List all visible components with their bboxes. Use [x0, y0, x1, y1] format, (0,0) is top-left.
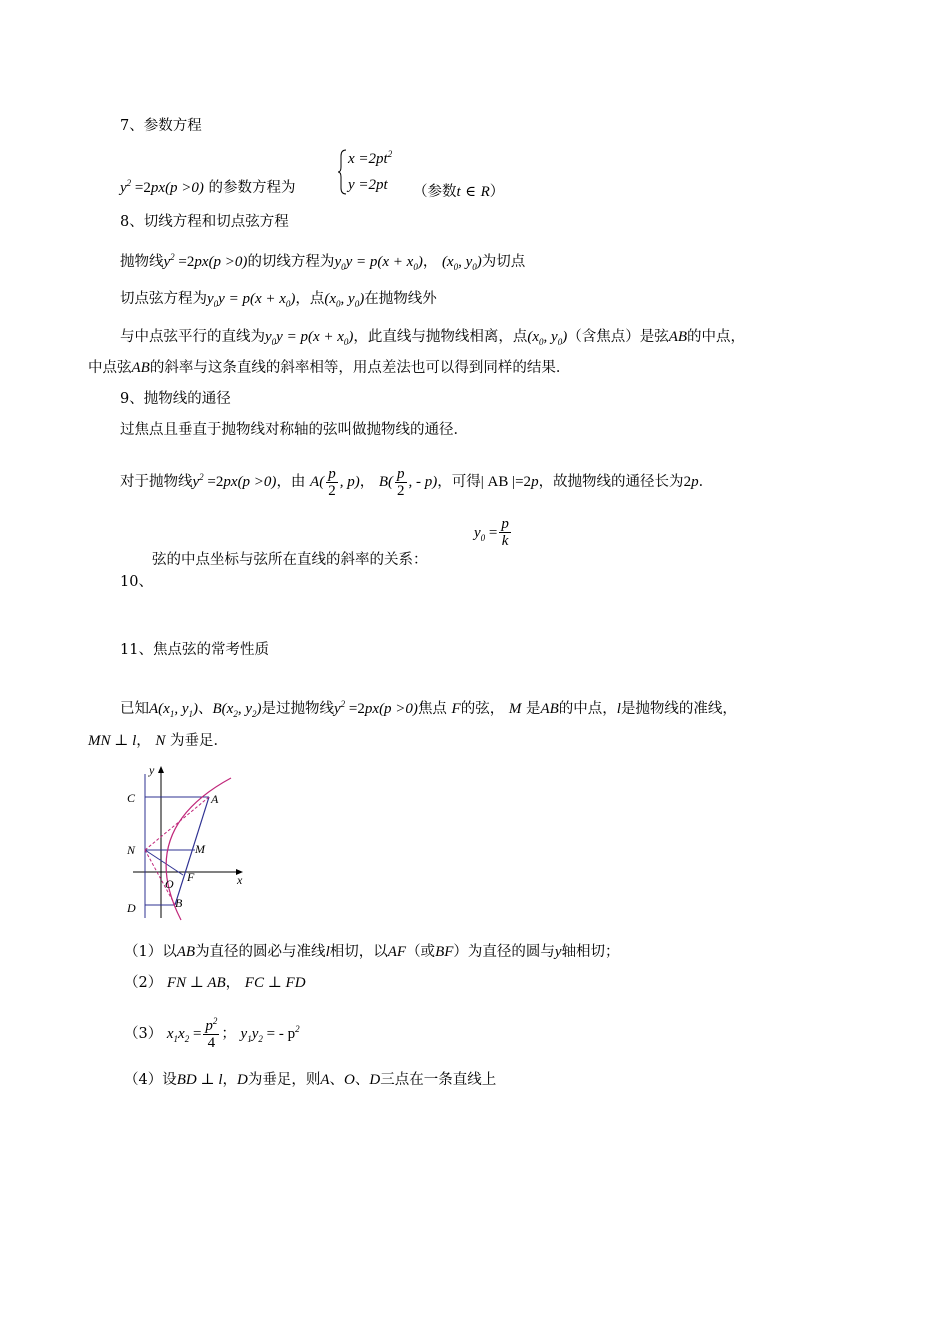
param-x: $x =2pt^2$ — [348, 149, 393, 167]
param-note: （参数t ∈ R） — [413, 184, 505, 200]
figure-label-m: M — [195, 842, 205, 856]
figure-label-f: F — [187, 870, 195, 884]
point-B: B( $\frac{p}{2}$ , - p) — [378, 466, 438, 500]
left-brace-icon — [338, 148, 348, 196]
section-10-title: 10、 — [120, 574, 153, 590]
tangent-line-text: 抛物线$y^2 =2px(p >0)$的切线方程为$y_0y = p(x + x_0)$， ($x_0$, $y_0$)为切点 — [120, 252, 526, 272]
figure-label-a: A — [211, 792, 219, 806]
property-1: （1）以AB为直径的圆必与准线l相切，以AF（或BF）为直径的圆与y轴相切； — [124, 944, 620, 960]
latus-derivation: 对于抛物线$y^2 =2px(p >0)$，由 A( $\frac{p}{2}$ , p)， B( $\frac{p}{2}$ , - p)，可得| AB |=2p，故抛物线的通径长为2p． — [120, 466, 714, 500]
point-A: A( $\frac{p}{2}$ , p) — [310, 466, 360, 500]
section-9-title: 9、抛物线的通径 — [120, 391, 231, 407]
section-7-title: 7、参数方程 — [120, 118, 202, 134]
section-7-line: $y^2 =2px(p >0)$ 的参数方程为 — [120, 178, 296, 196]
y0-formula: $y_0$ = $\frac{p}{k}$ — [474, 516, 509, 549]
figure-label-d: D — [127, 901, 136, 915]
property-4: （4）设BD ⊥ l，D为垂足，则A、O、D三点在一条直线上 — [124, 1072, 497, 1088]
midpoint-chord-text-2: 中点弦AB的斜率与这条直线的斜率相等，用点差法也可以得到同样的结果． — [88, 360, 571, 376]
midpoint-chord-text-1: 与中点弦平行的直线为$y_0y = p(x + x_0)$，此直线与抛物线相离，点($x_0$, $y_0$)（含焦点）是弦AB的中点， — [120, 329, 746, 347]
latus-def: 过焦点且垂直于抛物线对称轴的弦叫做抛物线的通径． — [120, 422, 468, 438]
property-2: （2） FN ⊥ AB， FC ⊥ FD — [124, 975, 306, 991]
param-y: y =2pt — [348, 177, 388, 193]
chord-of-contact-text: 切点弦方程为$y_0y = p(x + x_0)$，点($x_0$, $y_0$)在抛物线外 — [120, 291, 437, 309]
figure-label-n: N — [127, 843, 136, 857]
figure-label-o: O — [165, 877, 174, 891]
figure-label-c: C — [127, 791, 136, 805]
midpoint-slope-relation: 弦的中点坐标与弦所在直线的斜率的关系： — [152, 552, 428, 568]
figure-label-x: x — [237, 873, 243, 887]
parabola-eq: $y^2 =2px(p >0)$ — [120, 178, 204, 196]
section-8-title: 8、切线方程和切点弦方程 — [120, 214, 289, 230]
focal-chord-intro-1: 已知$A(x_1$, $y_1$)、$B(x_2$, $y_2$)是过抛物线$y^2 =2px(p >0)$焦点 F的弦， M 是AB的中点，l是抛物线的准线， — [120, 699, 737, 719]
focal-chord-intro-2: MN ⊥ l， N 为垂足． — [88, 733, 229, 749]
property-3: （3） $x_1x_2$ = $\frac{p^2}{4}$ ； $y_1y_2$ = - $p^2$ — [124, 1015, 300, 1051]
figure-label-b: B — [175, 896, 183, 910]
section-11-title: 11、焦点弦的常考性质 — [120, 642, 269, 658]
figure-label-y: y — [149, 763, 155, 777]
y-axis-arrow-icon — [158, 766, 164, 773]
line-NF — [145, 850, 183, 875]
focal-chord-figure — [125, 760, 255, 922]
